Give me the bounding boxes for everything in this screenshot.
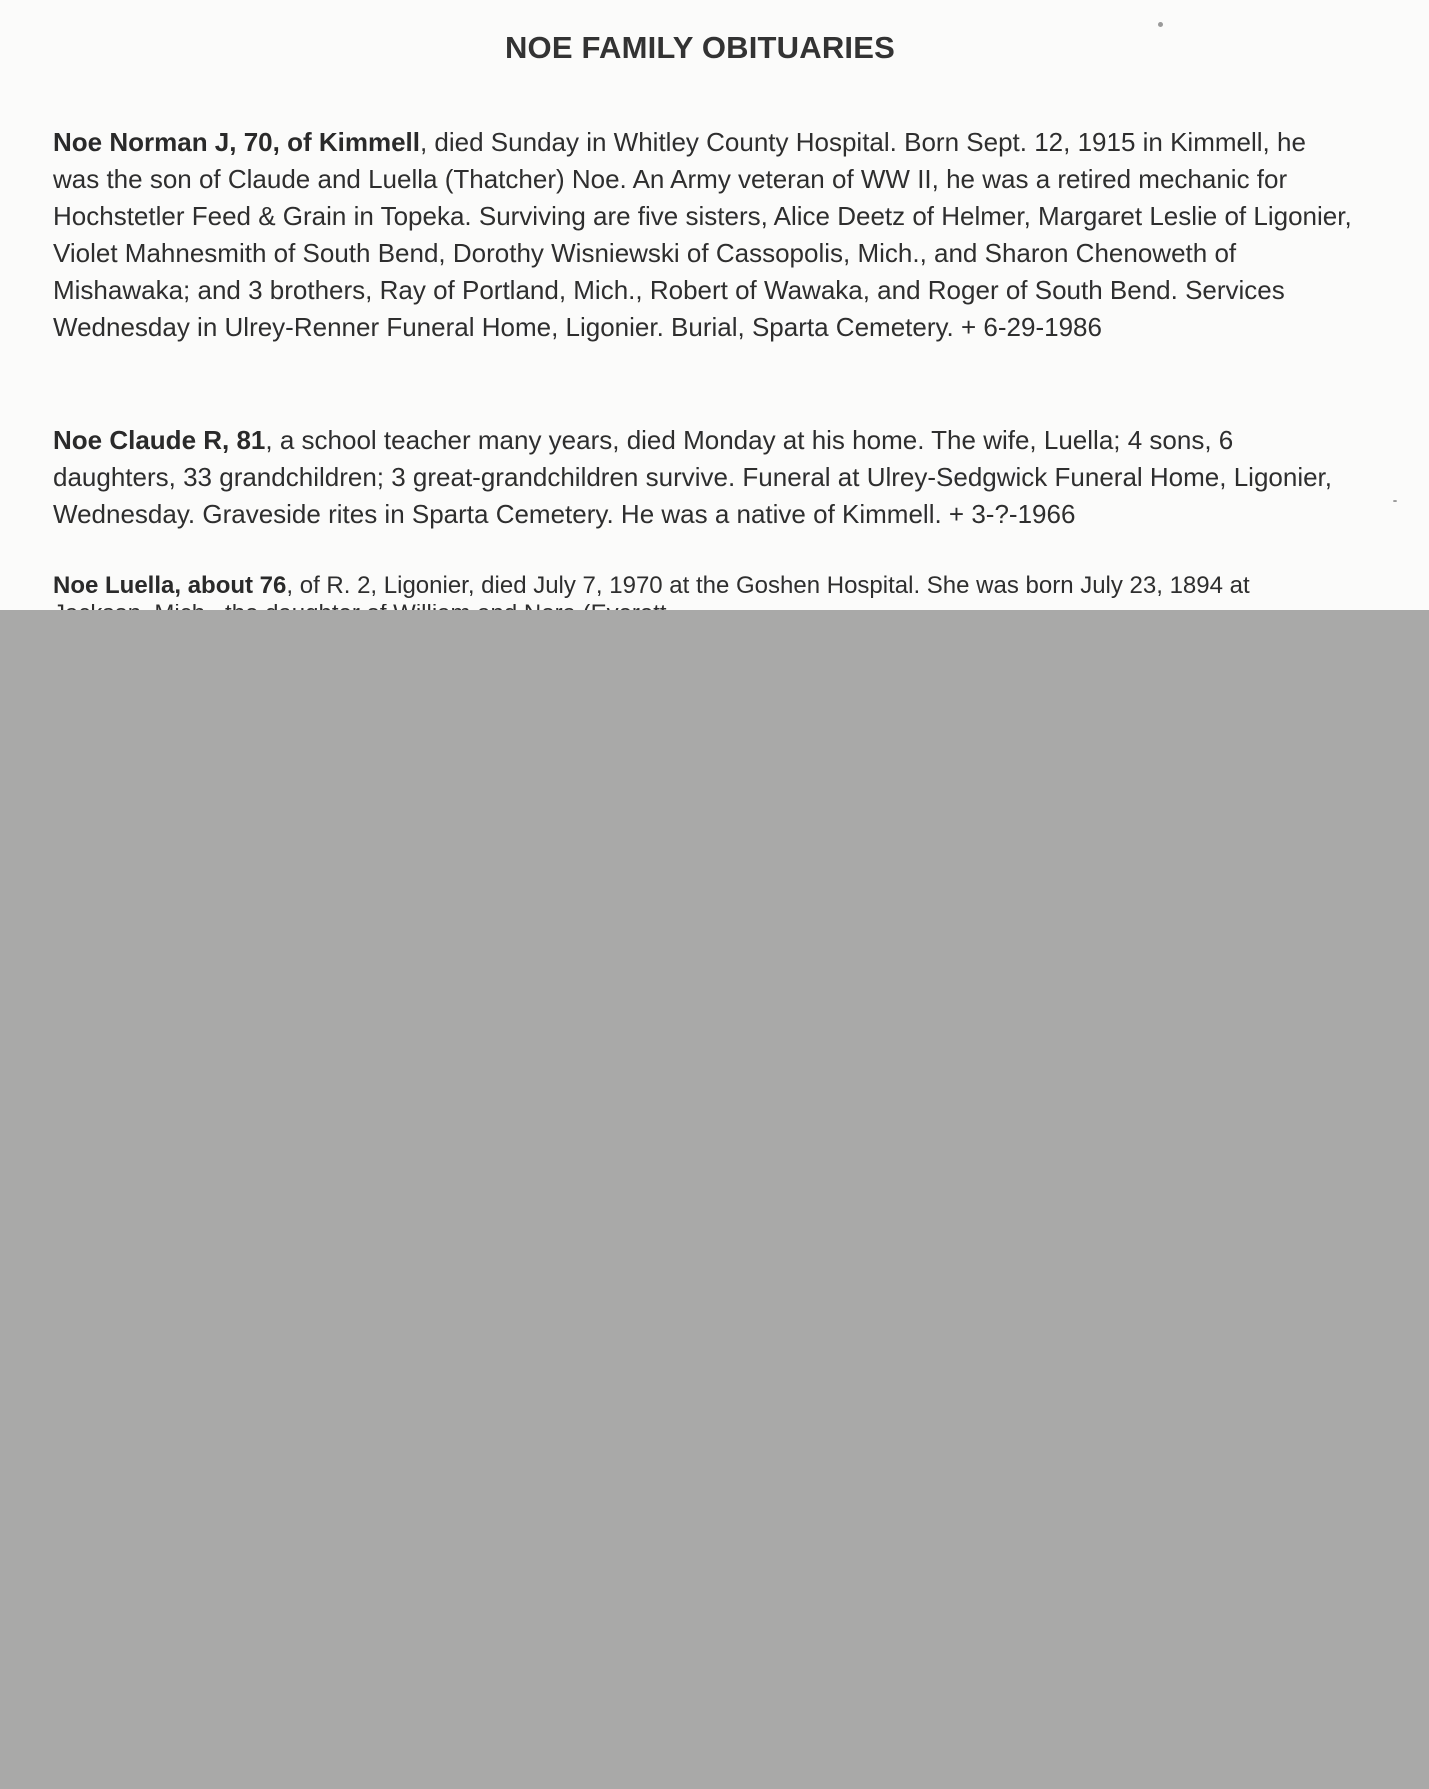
gray-cover-block: [0, 610, 1429, 1789]
obituary-entry: [53, 422, 1353, 533]
obituary-text: , died Sunday in Whitley County Hospital. Born Sept. 12, 1915 in Kimmell, he was the son of Claude and Luella (Thatcher) Noe. An Army veteran of WW II, he was a retired mechanic for Hochstetler Feed & Grain in Topeka. Surviving are five sisters, Alice Deetz of Helmer, Margaret Leslie of Ligonier, Violet Mahnesmith of South Bend, Dorothy Wisniewski of Cassopolis, Mich., and Sharon Chenoweth of Mishawaka; and 3 brothers, Ray of Portland, Mich., Robert of Wawaka, and Roger of South Bend. Services Wednesday in Ulrey-Renner Funeral Home, Ligonier. Burial, Sparta Cemetery. + 6-29-1986: [53, 127, 1352, 342]
obituary-entry: [53, 568, 1353, 604]
obituary-heading: Noe Claude R, 81: [53, 425, 266, 455]
document-page: [0, 0, 1429, 610]
scan-speck: [1393, 500, 1397, 502]
obituary-entry: [53, 124, 1353, 346]
obituary-heading: Noe Norman J, 70, of Kimmell: [53, 127, 420, 157]
page-title: NOE FAMILY OBITUARIES: [504, 30, 896, 65]
obituary-heading: Noe Luella, about 76: [53, 572, 287, 599]
obituary-text: , of R. 2, Ligonier, died July 7, 1970 at the Goshen Hospital. She was born July 23, 1894 at: [286, 572, 1250, 599]
scan-speck: [1158, 22, 1163, 27]
obituary-text: , a school teacher many years, died Monday at his home. The wife, Luella; 4 sons, 6 daughters, 33 grandchildren; 3 great-grandchildren survive. Funeral at Ulrey-Sedgwick Funeral Home, Ligonier, Wednesday. Graveside rites in Sparta Cemetery. He was a native of Kimmell. + 3-?-1966: [53, 425, 1333, 529]
